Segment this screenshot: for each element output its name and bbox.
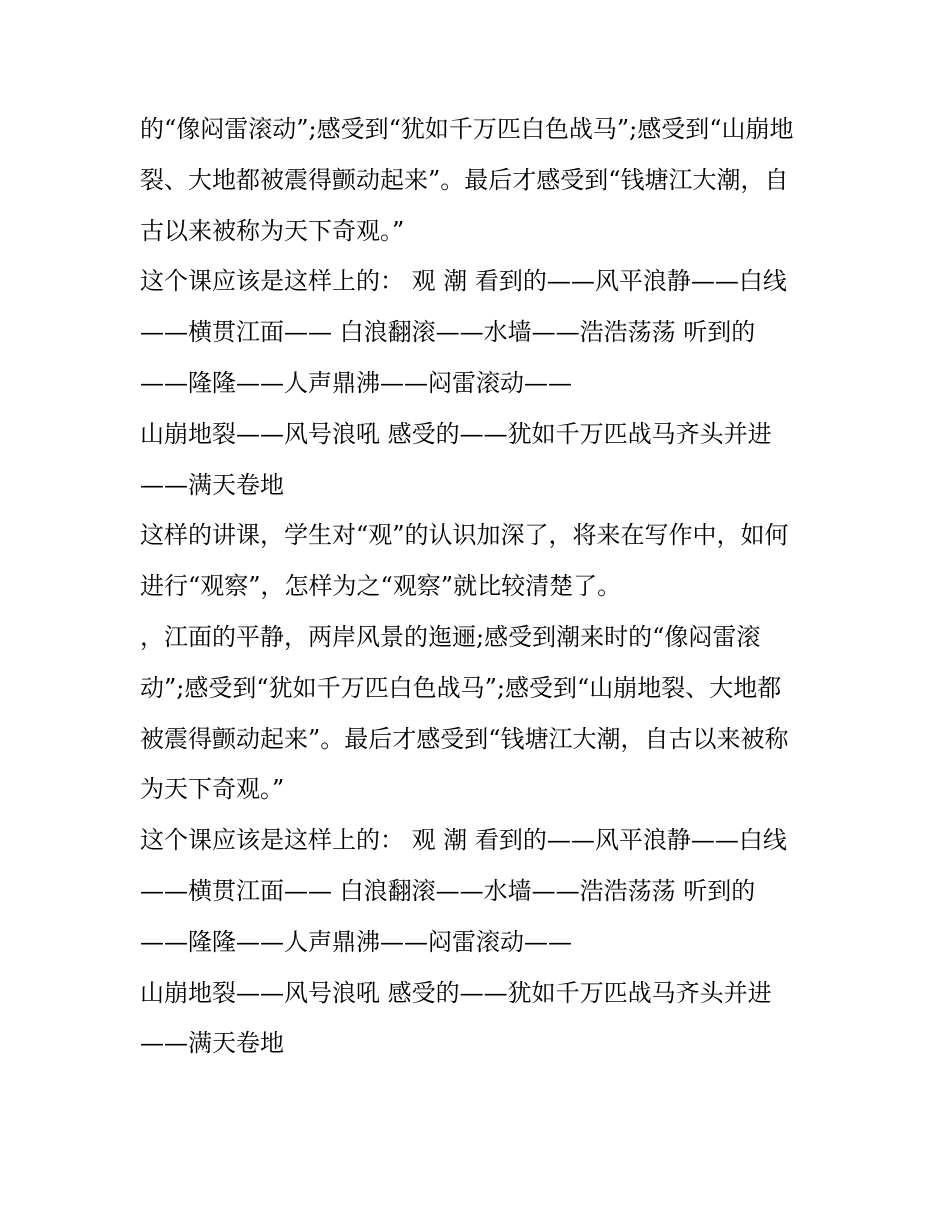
text-line: 山崩地裂——风号浪吼 感受的——犹如千万匹战马齐头并进: [140, 978, 772, 1007]
text-line: 古以来被称为天下奇观。”: [140, 216, 405, 245]
text-line: 裂、大地都被震得颤动起来”。最后才感受到“钱塘江大潮，自: [140, 165, 789, 194]
text-line: ——横贯江面—— 白浪翻滚——水墙——浩浩荡荡 听到的: [140, 876, 756, 905]
text-line: 的“像闷雷滚动”;感受到“犹如千万匹白色战马”;感受到“山崩地: [140, 115, 794, 143]
text-line: ——隆隆——人声鼎沸——闷雷滚动——: [140, 927, 572, 956]
text-line: ，江面的平静，两岸风景的迤逦;感受到潮来时的“像闷雷滚: [140, 622, 761, 651]
text-line: 进行“观察”，怎样为之“观察”就比较清楚了。: [140, 572, 622, 601]
text-line: 这个课应该是这样上的： 观 潮 看到的——风平浪静——白线: [140, 826, 787, 855]
text-line: ——横贯江面—— 白浪翻滚——水墙——浩浩荡荡 听到的: [140, 318, 756, 347]
text-line: 山崩地裂——风号浪吼 感受的——犹如千万匹战马齐头并进: [140, 419, 772, 448]
text-line: 被震得颤动起来”。最后才感受到“钱塘江大潮，自古以来被称: [140, 724, 789, 753]
text-line: ——隆隆——人声鼎沸——闷雷滚动——: [140, 368, 572, 397]
text-line: 这个课应该是这样上的： 观 潮 看到的——风平浪静——白线: [140, 267, 787, 296]
text-line: 这样的讲课，学生对“观”的认识加深了，将来在写作中，如何: [140, 521, 789, 550]
body-text: [140, 104, 830, 1069]
text-line: ——满天卷地: [140, 470, 284, 499]
text-line: ——满天卷地: [140, 1029, 284, 1058]
text-line: 动”;感受到“犹如千万匹白色战马”;感受到“山崩地裂、大地都: [140, 673, 782, 702]
text-line: 为天下奇观。”: [140, 775, 285, 804]
